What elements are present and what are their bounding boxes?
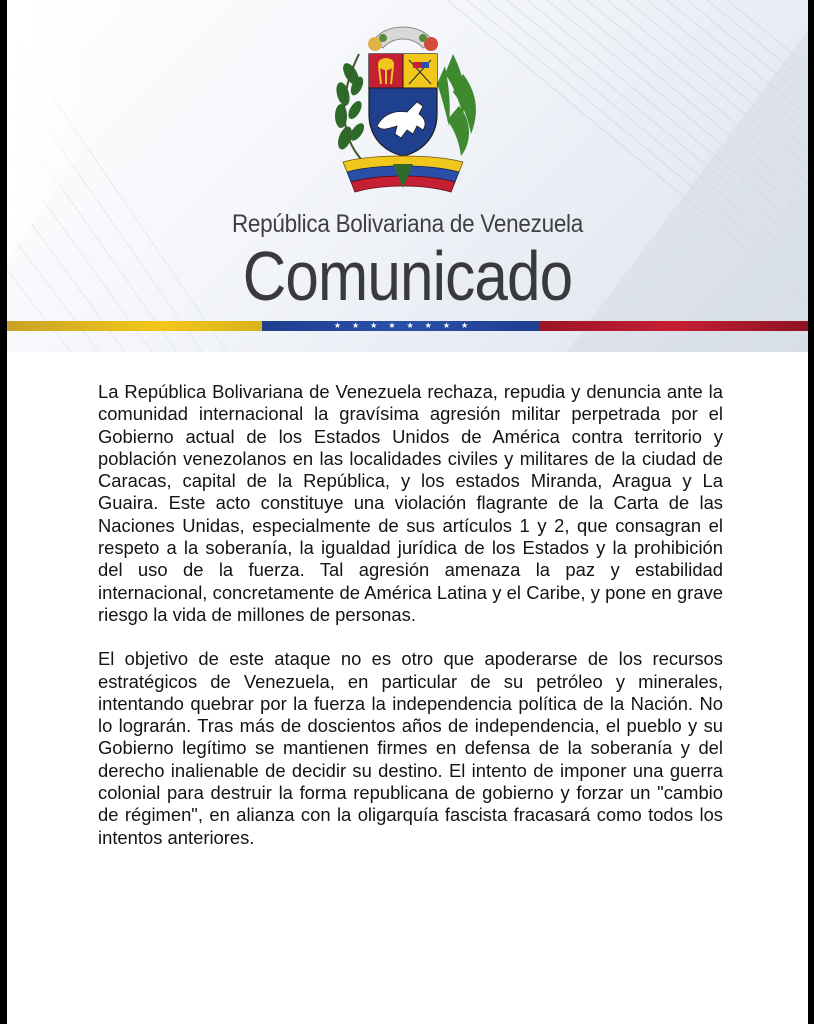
star-icon: ★ xyxy=(388,321,396,330)
star-icon: ★ xyxy=(424,321,432,330)
flag-color-bar xyxy=(7,321,808,331)
communique-body xyxy=(98,381,723,871)
star-icon: ★ xyxy=(442,321,451,330)
flag-yellow-stripe xyxy=(7,321,262,331)
country-name: República Bolivariana de Venezuela xyxy=(231,210,584,238)
letterhead xyxy=(7,0,808,352)
document-page xyxy=(7,0,808,1024)
star-icon: ★ xyxy=(333,321,341,330)
flag-stars xyxy=(262,321,540,331)
flag-red-stripe xyxy=(540,321,808,331)
page-title: Comunicado xyxy=(242,237,573,315)
star-icon: ★ xyxy=(370,321,378,330)
star-icon: ★ xyxy=(351,321,360,330)
paragraph-1: La República Bolivariana de Venezuela rechaza, repudia y denuncia ante la comunidad internacional la gravísima agresión militar perpetrada por el Gobierno actual de los Estados Unidos de América contra territorio y población venezolanos en las localidades civiles y militares de la ciudad de Caracas, capital de la República, y los estados Miranda, Aragua y La Guaira. Este acto constituye una violación flagrante de la Carta de las Naciones Unidas, especialmente de sus artículos 1 y 2, que consagran el respeto a la soberanía, la igualdad jurídica de los Estados y la prohibición del uso de la fuerza. Tal agresión amenaza la paz y estabilidad internacional, concretamente de América Latina y el Caribe, y pone en grave riesgo la vida de millones de personas. xyxy=(98,381,723,625)
coat-of-arms-icon xyxy=(313,14,493,204)
paragraph-2: El objetivo de este ataque no es otro que apoderarse de los recursos estratégicos de Venezuela, en particular de su petróleo y minerales, intentando quebrar por la fuerza la independencia política de la Nación. No lo lograrán. Tras más de doscientos años de independencia, el pueblo y su Gobierno legítimo se mantienen firmes en defensa de la soberanía y del derecho inalienable de decidir su destino. El intento de imponer una guerra colonial para destruir la forma republicana de gobierno y forzar un "cambio de régimen", en alianza con la oligarquía fascista fracasará como todos los intentos anteriores. xyxy=(98,648,723,848)
flag-blue-stripe xyxy=(262,321,540,331)
star-icon: ★ xyxy=(406,321,414,330)
star-icon: ★ xyxy=(461,321,469,330)
